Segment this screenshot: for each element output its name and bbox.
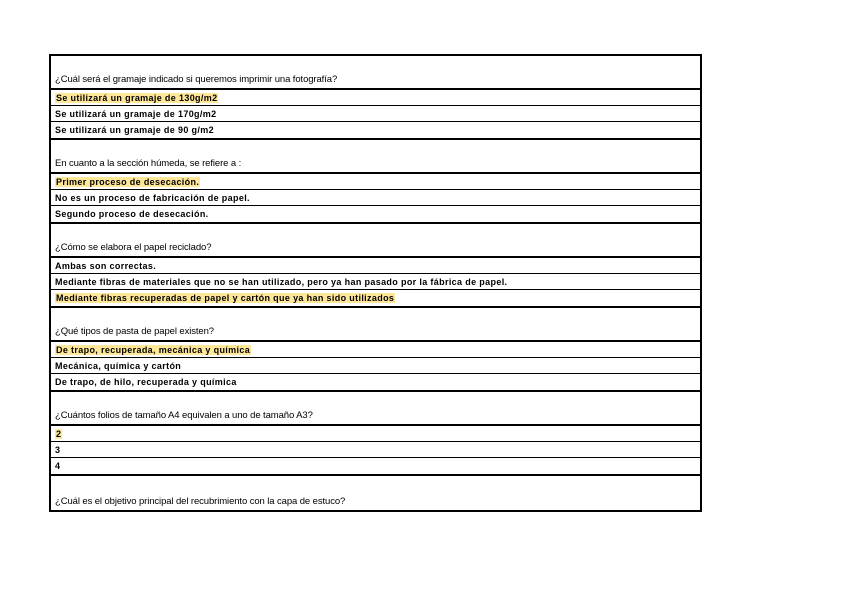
answer-text: Mecánica, química y cartón — [55, 360, 182, 371]
question-block-2 — [51, 140, 700, 224]
highlighted-answer-text: Primer proceso de desecación. — [56, 176, 200, 187]
answer-option — [51, 358, 700, 374]
question-block-6 — [51, 476, 700, 510]
answer-text: Mediante fibras de materiales que no se han utilizado, pero ya han pasado por la fábrica de papel. — [55, 276, 508, 287]
answer-option — [51, 258, 700, 274]
answer-option — [51, 106, 700, 122]
quiz-sheet — [49, 54, 702, 512]
question-block-4 — [51, 308, 700, 392]
answer-option — [51, 442, 700, 458]
answer-option — [51, 342, 700, 358]
question-text: ¿Qué tipos de pasta de papel existen? — [51, 308, 700, 342]
answer-option — [51, 90, 700, 106]
answer-text: Se utilizará un gramaje de 170g/m2 — [55, 108, 217, 119]
answer-text: Ambas son correctas. — [55, 260, 157, 271]
answer-text: De trapo, de hilo, recuperada y química — [55, 377, 237, 387]
answer-option — [51, 458, 700, 474]
question-text: ¿Cuál será el gramaje indicado si queremos imprimir una fotografía? — [51, 56, 700, 90]
answer-option — [51, 190, 700, 206]
question-text: ¿Cuál es el objetivo principal del recubrimiento con la capa de estuco? — [55, 496, 346, 507]
answer-option — [51, 274, 700, 290]
answer-option — [51, 174, 700, 190]
answer-text: 4 — [55, 461, 61, 471]
answer-option — [51, 374, 700, 390]
highlighted-answer-text: 2 — [56, 428, 62, 439]
question-block-1 — [51, 56, 700, 140]
answer-option — [51, 206, 700, 222]
answer-option — [51, 122, 700, 138]
answer-text: No es un proceso de fabricación de papel. — [55, 192, 250, 203]
answer-option — [51, 290, 700, 306]
answer-text: Se utilizará un gramaje de 90 g/m2 — [55, 125, 214, 135]
highlighted-answer-text: De trapo, recuperada, mecánica y química — [56, 344, 251, 355]
answer-text: 3 — [55, 444, 61, 455]
answer-option — [51, 426, 700, 442]
highlighted-answer-text: Se utilizará un gramaje de 130g/m2 — [56, 92, 218, 103]
question-text: En cuanto a la sección húmeda, se refiere a : — [51, 140, 700, 174]
question-text: ¿Cómo se elabora el papel reciclado? — [51, 224, 700, 258]
answer-text: Segundo proceso de desecación. — [55, 209, 209, 219]
question-block-3 — [51, 224, 700, 308]
question-block-5 — [51, 392, 700, 476]
highlighted-answer-text: Mediante fibras recuperadas de papel y cartón que ya han sido utilizados — [56, 293, 395, 303]
question-text: ¿Cuántos folios de tamaño A4 equivalen a uno de tamaño A3? — [51, 392, 700, 426]
